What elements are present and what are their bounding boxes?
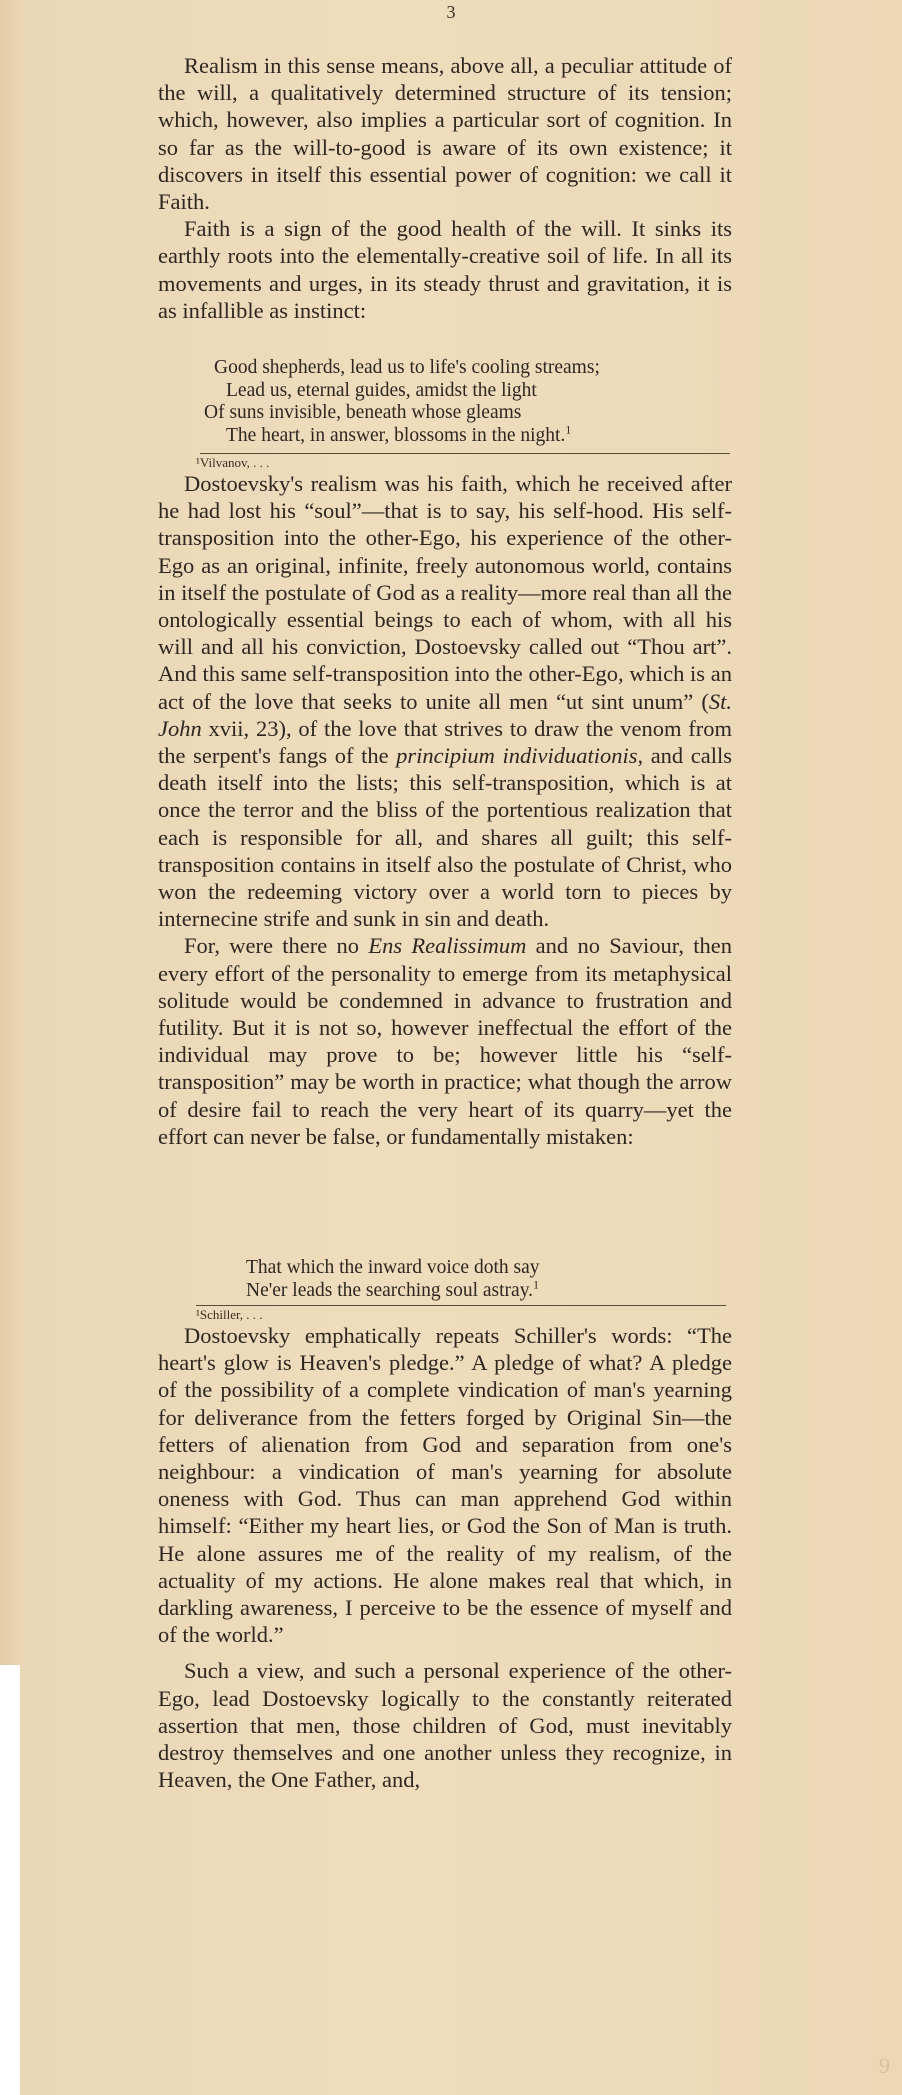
- verse-line: The heart, in answer, blossoms in the night.: [226, 424, 566, 446]
- verse-ivanov: [204, 357, 600, 447]
- paragraph-hearts-glow: Dostoevsky emphatically repeats Schiller's words: “The heart's glow is Heaven's pledge.” A pledge of what? A pledge of the possibility of a complete vindication of man's yearning for deliverance from the fetters forged by Original Sin—the fetters of alienation from God and separation from one's neighbour: a vindication of man's yearning for absolute oneness with God. Thus can man apprehend God within himself: “Either my heart lies, or God the Son of Man is truth. He alone assures me of the reality of my realism, of the actuality of my actions. He alone makes real that which, in darkling awareness, I perceive to be the essence of myself and of the world.”: [158, 1323, 732, 1648]
- verse-line: Of suns invisible, beneath whose gleams: [204, 402, 522, 423]
- paragraph-realism: Realism in this sense means, above all, a peculiar attitude of the will, a qualitatively determined structure of its tension; which, however, also implies a particular sort of cognition. In so far as the will-to-good is aware of its own existence; it discovers in itself this essential power of cognition: we call it Faith.: [158, 53, 732, 215]
- text-block-1: [158, 52, 732, 324]
- footnote-ivanov: ¹Vilvanov, . . .: [196, 455, 270, 470]
- verse-line: Ne'er leads the searching soul astray.: [246, 1279, 534, 1301]
- footnote-rule: [200, 453, 730, 454]
- paragraph-dostoevsky-realism: Dostoevsky's realism was his faith, which he received after he had lost his “soul”—that is to say, his self-hood. His self-transposition into the other-Ego, his experience of the other-Ego as an original, infinite, freely autonomous world, contains in itself the postulate of God as a reality—more real than all the ontologically essential beings to each of whom, with all his will and all his conviction, Dostoevsky called out “Thou art”. And this same self-transposition into the other-Ego, which is an act of the love that seeks to unite all men “ut sint unum” (St. John xvii, 23), of the love that strives to draw the venom from the serpent's fangs of the principium individuationis, and calls death itself into the lists; this self-transposition, which is at once the terror and the bliss of the portentious realization that each is responsible for all, and shares all guilt; this self-transposition contains in itself also the postulate of Christ, who won the redeeming victory over a world torn to pieces by internecine strife and sunk in sin and death.: [158, 471, 732, 932]
- footnote-rule: [196, 1305, 726, 1306]
- paragraph-faith: Faith is a sign of the good health of the will. It sinks its earthly roots into the elementally-creative soil of life. In all its movements and urges, in its steady thrust and gravitation, it is as infallible as instinct:: [158, 216, 732, 323]
- footnote-schiller: ¹Schiller, . . .: [196, 1307, 263, 1322]
- page-stub-left: [0, 0, 20, 1665]
- citation-st-john: St. John: [158, 688, 732, 741]
- verse-line: That which the inward voice doth say: [246, 1257, 540, 1278]
- paragraph-other-ego: Such a view, and such a personal experience of the other-Ego, lead Dostoevsky logically to the constantly reiterated assertion that men, those children of God, must inevitably destroy themselves and one another unless they recognize, in Heaven, the One Father, and,: [158, 1658, 732, 1793]
- footnote-marker: 1: [565, 423, 572, 436]
- paragraph-ens-realissimum: For, were there no Ens Realissimum and no Saviour, then every effort of the personality to emerge from its metaphysical solitude would be condemned in advance to frustration and futility. But it is not so, however ineffectual the effort of the individual may prove to be; however little his “self-transposition” may be worth in practice; what though the arrow of desire fail to reach the very heart of its quarry—yet the effort can never be false, or fundamentally mistaken:: [158, 933, 732, 1149]
- page-number: 3: [446, 2, 456, 22]
- text-block-3: [158, 1322, 732, 1793]
- verse-line: Good shepherds, lead us to life's cooling streams;: [214, 357, 600, 378]
- footnote-marker: 1: [533, 1278, 539, 1291]
- verse-line: Lead us, eternal guides, amidst the light: [226, 379, 537, 401]
- text-block-2: [158, 470, 732, 1150]
- corner-pencil-mark: 9: [879, 2053, 890, 2078]
- latin-phrase: principium individuationis: [396, 743, 638, 769]
- verse-schiller: [246, 1257, 540, 1302]
- latin-phrase: Ens Realissimum: [368, 933, 527, 959]
